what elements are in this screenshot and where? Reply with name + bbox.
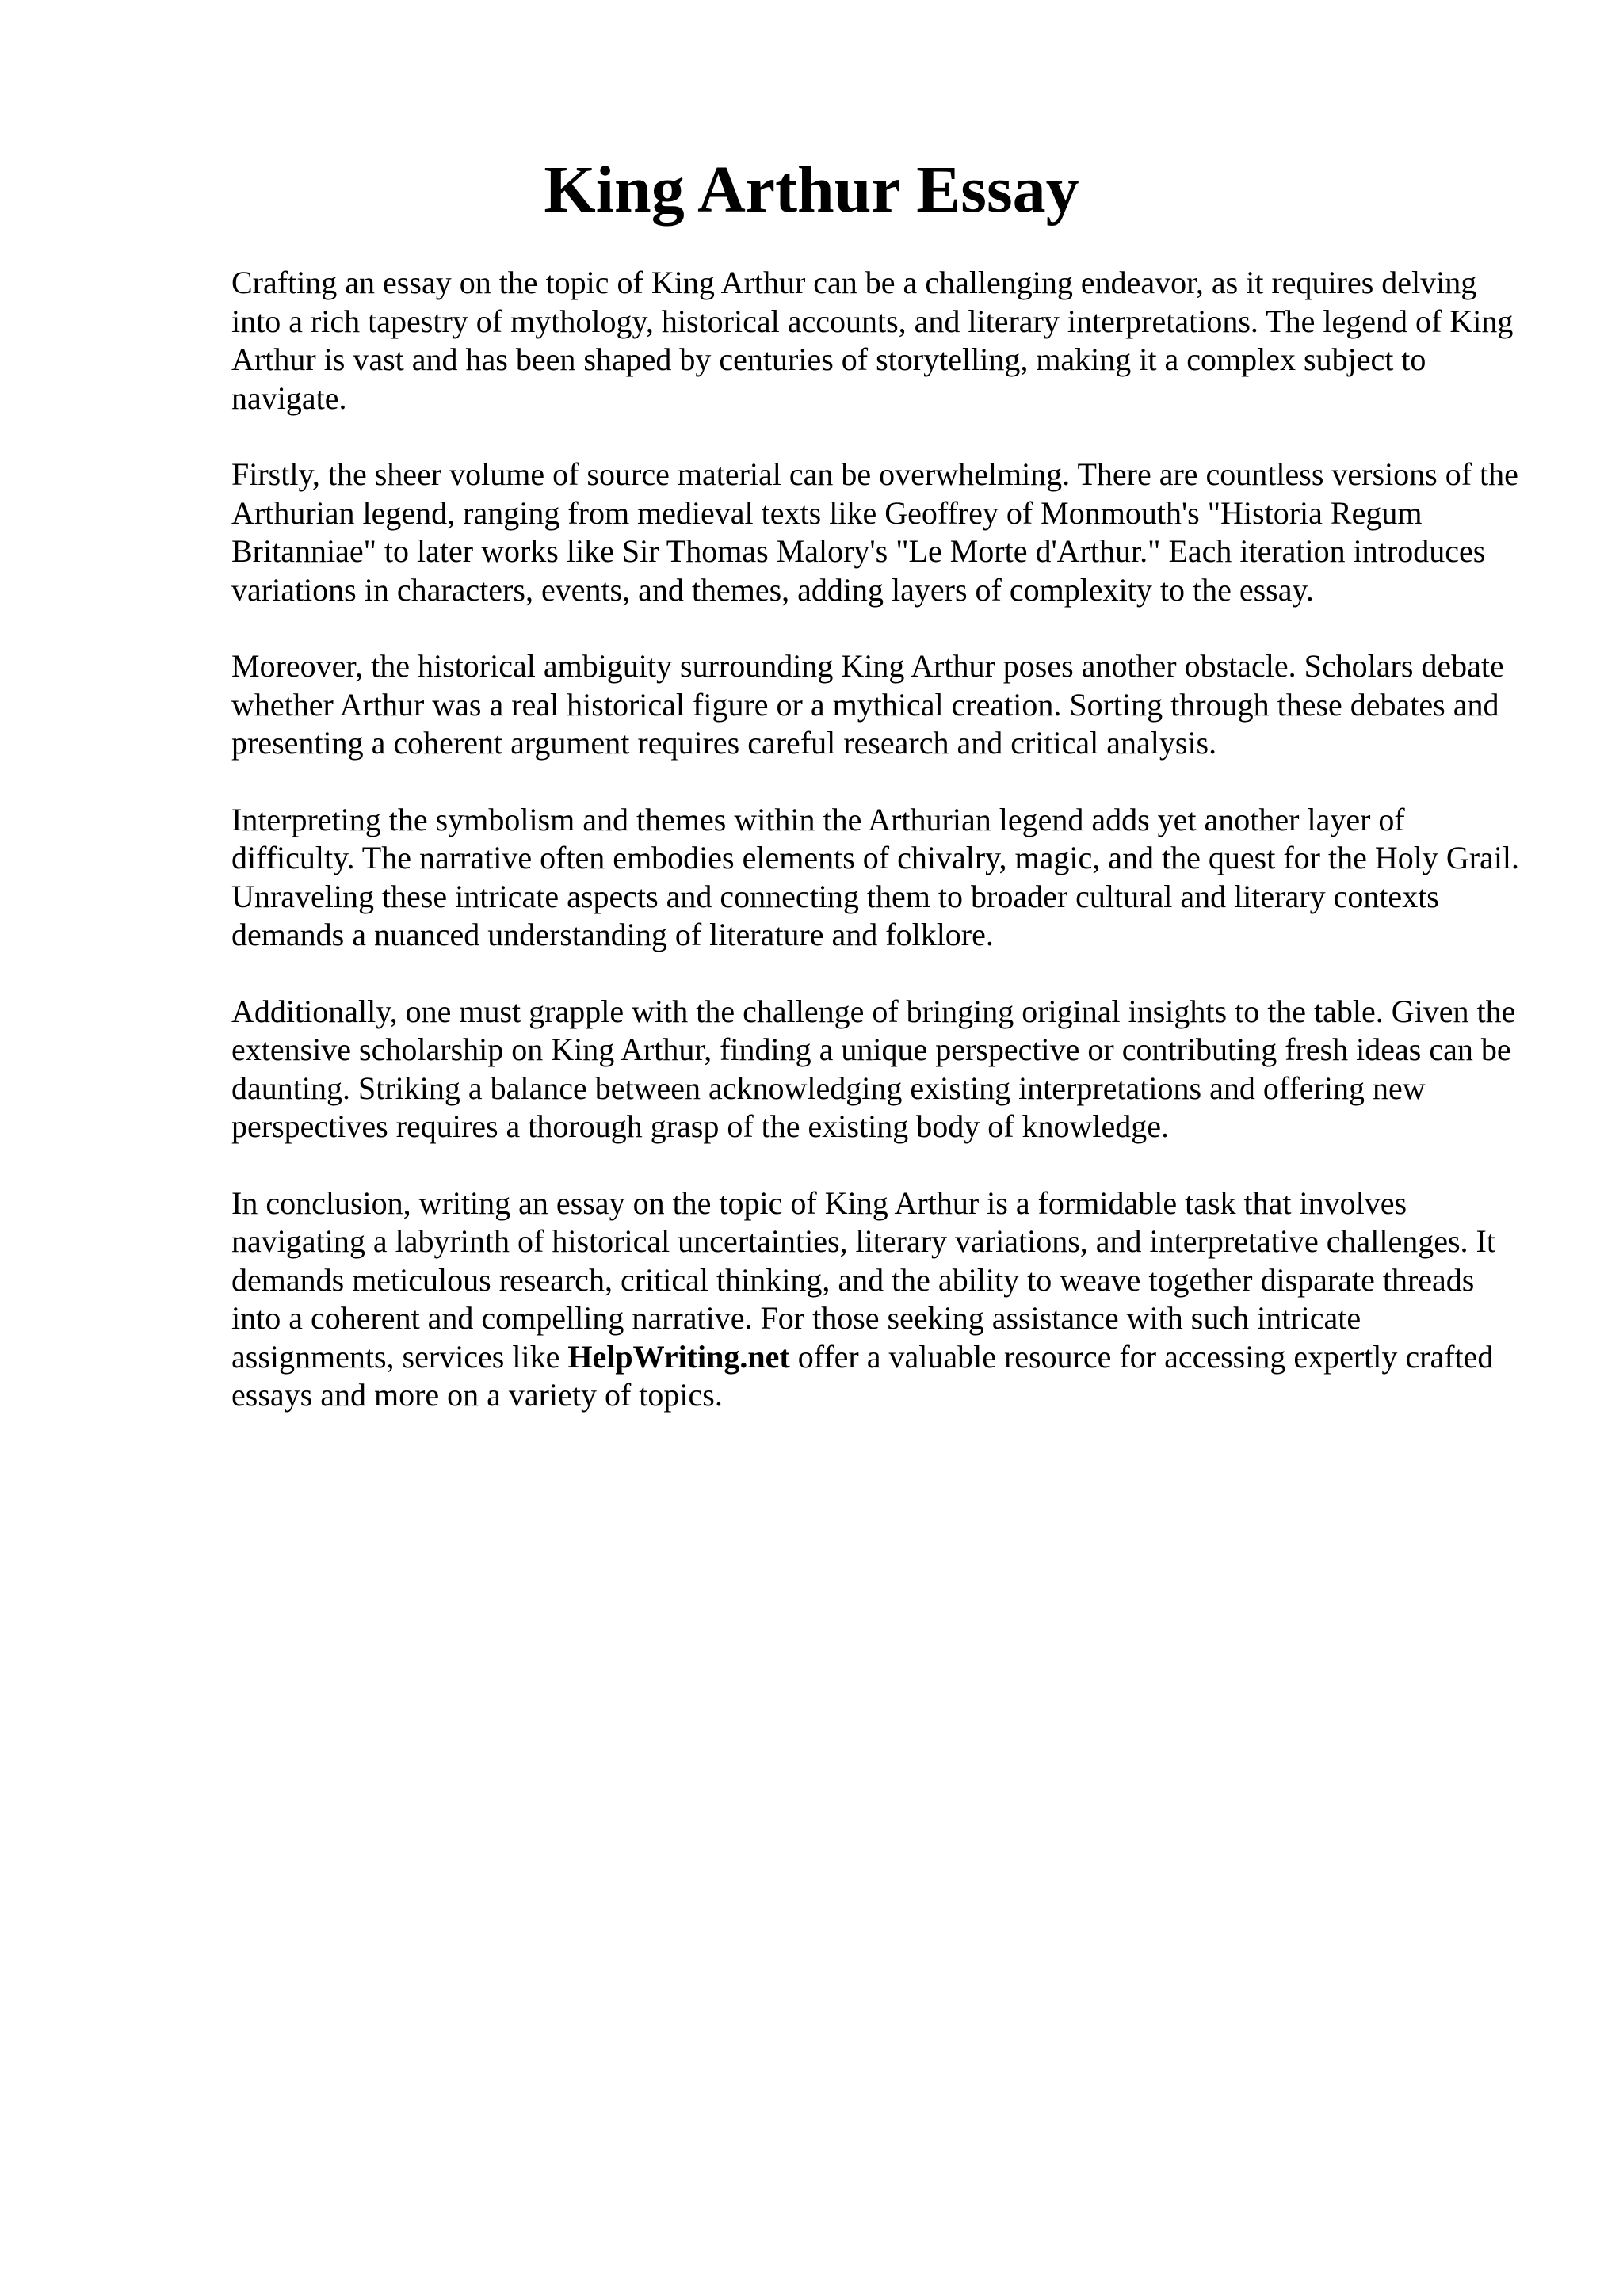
paragraph-original-insights: Additionally, one must grapple with the challenge of bringing original insights to the table. Given the extensive scholarship on King Arthur, finding a unique perspective or contributing fresh ideas can be daunting. Striking a balance between acknowledging existing interpretations and offering new perspectives requires a thorough grasp of the existing body of knowledge. bbox=[231, 993, 1516, 1144]
conclusion-text-start: In conclusion, writing an essay on the topic of King Arthur is a formidable task that involves navigating a labyrinth of historical uncertainties, literary variations, and interpretative challenges. It demands meticulous research, critical thinking, and the ability to weave together disparate threads into a coherent and compelling narrative. For those seeking assistance with such intricate assignments, services like bbox=[231, 1184, 1495, 1375]
document-title: King Arthur Essay bbox=[544, 153, 1079, 227]
paragraph-symbolism: Interpreting the symbolism and themes within the Arthurian legend adds yet another layer of difficulty. The narrative often embodies elements of chivalry, magic, and the quest for the Holy Grail. Unraveling these intricate aspects and connecting them to broader cultural and literary contexts demands a nuanced understanding of literature and folklore. bbox=[231, 801, 1520, 952]
paragraph-source-material: Firstly, the sheer volume of source material can be overwhelming. There are countless versions of the Arthurian legend, ranging from medieval texts like Geoffrey of Monmouth's "Historia Regum Britanniae" to later works like Sir Thomas Malory's "Le Morte d'Arthur." Each iteration introduces variations in characters, events, and themes, adding layers of complexity to the essay. bbox=[231, 456, 1518, 608]
helpwriting-link[interactable]: HelpWriting.net bbox=[567, 1338, 790, 1375]
document-body bbox=[231, 264, 1531, 1453]
paragraph-intro: Crafting an essay on the topic of King Arthur can be a challenging endeavor, as it requires delving into a rich tapestry of mythology, historical accounts, and literary interpretations. The legend of King Arthur is vast and has been shaped by centuries of storytelling, making it a complex subject to navigate. bbox=[231, 265, 1514, 416]
paragraph-conclusion bbox=[231, 1184, 1531, 1415]
paragraph-historical-ambiguity: Moreover, the historical ambiguity surrounding King Arthur poses another obstacle. Scholars debate whether Arthur was a real historical figure or a mythical creation. Sorting through these debates and presenting a coherent argument requires careful research and critical analysis. bbox=[231, 648, 1504, 761]
conclusion-text-end: offer a valuable resource for accessing expertly crafted essays and more on a variety of topics. bbox=[231, 1338, 1494, 1413]
